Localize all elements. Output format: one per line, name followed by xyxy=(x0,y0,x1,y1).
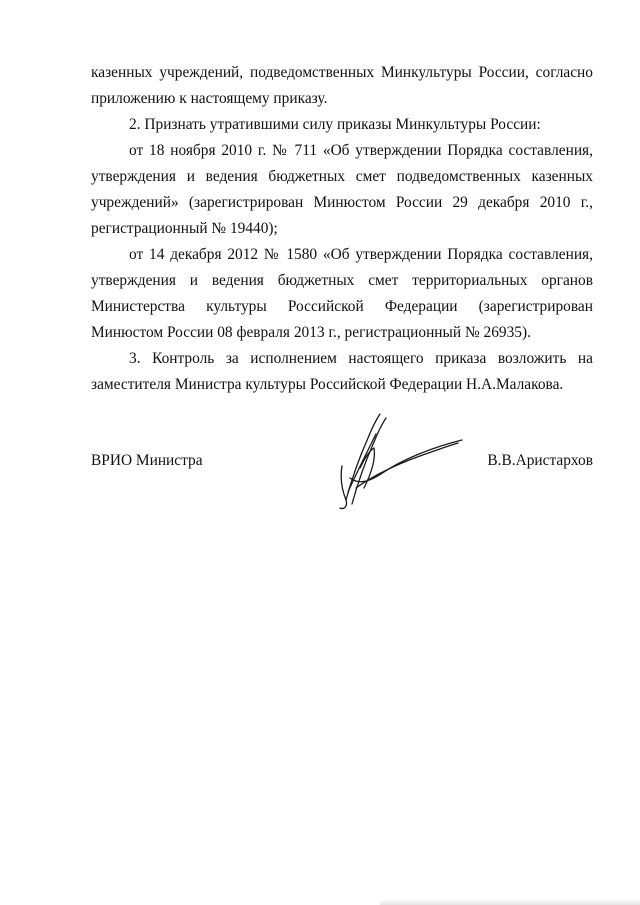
paragraph-item-2: 2. Признать утратившими силу приказы Минкультуры России: xyxy=(129,116,541,133)
scan-edge xyxy=(380,899,640,905)
paragraph-item-3: 3. Контроль за исполнением настоящего приказа возложить на заместителя Министра культуры Российской Федерации Н.А.Малакова. xyxy=(91,350,593,393)
document-body xyxy=(91,60,593,398)
signatory-name: В.В.Аристархов xyxy=(487,452,593,469)
paragraph-order-711: от 18 ноября 2010 г. № 711 «Об утверждении Порядка составления, утверждения и ведения бюджетных смет подведомственных казенных учреждений» (зарегистрирован Минюстом России 29 декабря 2010 г., регистрационный № 19440); xyxy=(91,142,593,237)
paragraph-order-1580: от 14 декабря 2012 № 1580 «Об утверждении Порядка составления, утверждения и ведения бюджетных смет территориальных органов Министерства культуры Российской Федерации (зарегистрирован Минюстом России 08 февраля 2013 г., регистрационный № 26935). xyxy=(91,246,593,341)
paragraph-continuation: казенных учреждений, подведомственных Минкультуры России, согласно приложению к настоящему приказу. xyxy=(91,64,593,107)
handwritten-signature xyxy=(330,408,470,518)
position-title: ВРИО Министра xyxy=(91,452,203,469)
